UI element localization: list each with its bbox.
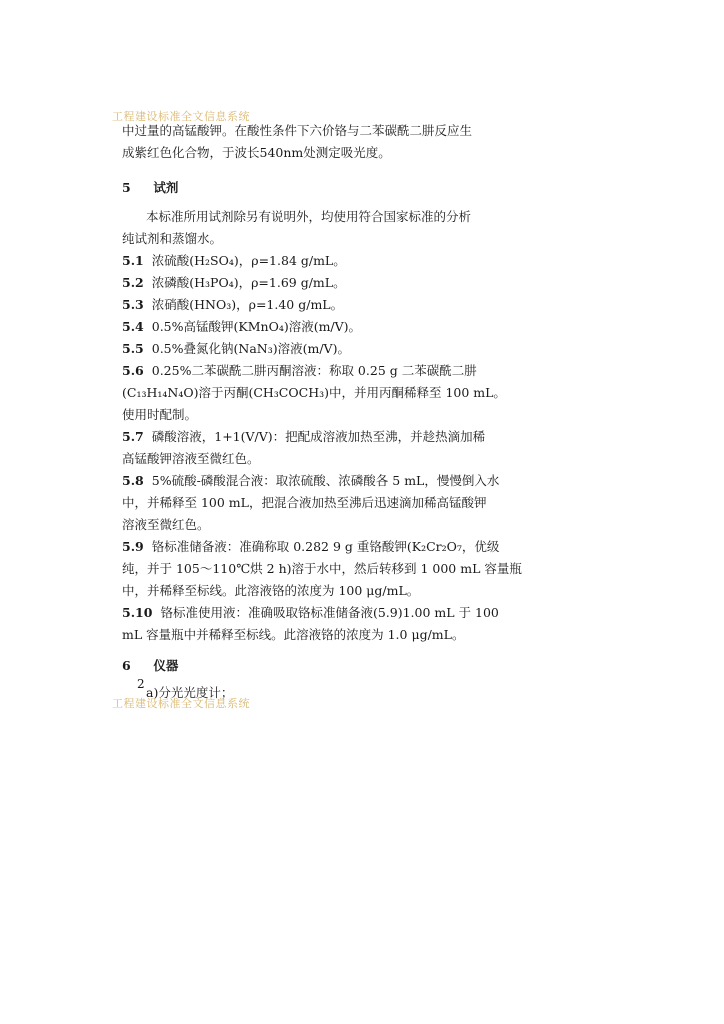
reagent-item-number: 5.4 xyxy=(122,319,144,334)
reagent-item-number: 5.1 xyxy=(122,253,144,268)
reagent-item-number: 5.2 xyxy=(122,275,144,290)
reagent-item xyxy=(122,316,494,338)
reagent-item-text: 0.5%高锰酸钾(KMnO₄)溶液(m/V)。 xyxy=(151,319,362,334)
reagent-item-continuation: 使用时配制。 xyxy=(122,407,198,422)
reagent-item-number: 5.8 xyxy=(122,473,144,488)
reagent-item-text: 磷酸溶液，1+1(V/V)：把配成溶液加热至沸，并趁热滴加稀 xyxy=(151,429,486,444)
section-5-para-line-1: 本标准所用试剂除另有说明外，均使用符合国家标准的分析 xyxy=(146,209,472,224)
reagent-item-number: 5.10 xyxy=(122,605,153,620)
reagent-item-number: 5.3 xyxy=(122,297,144,312)
reagent-item xyxy=(122,294,494,316)
section-5-para-line-2: 纯试剂和蒸馏水。 xyxy=(122,231,223,246)
reagent-item xyxy=(122,250,494,272)
reagent-item-continuation: 高锰酸钾溶液至微红色。 xyxy=(122,451,260,466)
reagent-item-text: 5%硫酸-磷酸混合液：取浓硫酸、浓磷酸各 5 mL，慢慢倒入水 xyxy=(151,473,500,488)
intro-line-2: 成紫红色化合物，于波长540nm处测定吸光度。 xyxy=(122,145,391,160)
reagent-item-text: 0.5%叠氮化钠(NaN₃)溶液(m/V)。 xyxy=(151,341,350,356)
reagent-item-number: 5.5 xyxy=(122,341,144,356)
document-body xyxy=(122,120,522,704)
reagent-item-continuation: (C₁₃H₁₄N₄O)溶于丙酮(CH₃COCH₃)中，并用丙酮稀释至 100 mL。 xyxy=(122,385,506,400)
watermark-bottom: 工程建设标准全文信息系统 xyxy=(112,697,250,710)
instrument-item-a: a)分光光度计； xyxy=(146,685,234,700)
reagent-item xyxy=(122,360,494,382)
watermark-top: 工程建设标准全文信息系统 xyxy=(112,110,250,123)
reagent-item xyxy=(122,536,500,558)
reagent-item-text: 浓硫酸(H₂SO₄)，ρ=1.84 g/mL。 xyxy=(151,253,346,268)
reagent-item-text: 浓磷酸(H₃PO₄)，ρ=1.69 g/mL。 xyxy=(151,275,346,290)
section-5-number: 5 xyxy=(122,180,131,195)
reagent-item-number: 5.7 xyxy=(122,429,144,444)
reagent-item-text: 0.25%二苯碳酰二肼丙酮溶液：称取 0.25 g 二苯碳酰二肼 xyxy=(151,363,477,378)
reagent-item-text: 铬标准储备液：准确称取 0.282 9 g 重铬酸钾(K₂Cr₂O₇，优级 xyxy=(151,539,500,554)
section-6-heading xyxy=(122,656,494,674)
reagent-item xyxy=(122,426,494,448)
page-number: 2 xyxy=(137,677,145,691)
reagent-item-continuation: 纯，并于 105～110℃烘 2 h)溶于水中，然后转移到 1 000 mL 容量瓶 xyxy=(122,561,522,576)
reagent-item-continuation: 溶液至微红色。 xyxy=(122,517,210,532)
reagent-item xyxy=(122,470,500,492)
reagent-item xyxy=(122,602,499,624)
reagent-item xyxy=(122,272,494,294)
section-6-number: 6 xyxy=(122,658,131,673)
reagent-item-text: 铬标准使用液：准确吸取铬标准储备液(5.9)1.00 mL 于 100 xyxy=(160,605,499,620)
intro-line-1: 中过量的高锰酸钾。在酸性条件下六价铬与二苯碳酰二肼反应生 xyxy=(122,123,473,138)
reagent-item-continuation: 中，并稀释至 100 mL，把混合液加热至沸后迅速滴加稀高锰酸钾 xyxy=(122,495,487,510)
reagent-item xyxy=(122,338,494,360)
section-6-title: 仪器 xyxy=(153,658,179,673)
reagent-item-continuation: mL 容量瓶中并稀释至标线。此溶液铬的浓度为 1.0 μg/mL。 xyxy=(122,627,465,642)
reagent-item-continuation: 中，并稀释至标线。此溶液铬的浓度为 100 μg/mL。 xyxy=(122,583,420,598)
reagent-list xyxy=(122,250,522,646)
reagent-item-text: 浓硝酸(HNO₃)，ρ=1.40 g/mL。 xyxy=(151,297,344,312)
section-5-heading xyxy=(122,178,494,196)
section-5-title: 试剂 xyxy=(153,180,179,195)
reagent-item-number: 5.6 xyxy=(122,363,144,378)
reagent-item-number: 5.9 xyxy=(122,539,144,554)
